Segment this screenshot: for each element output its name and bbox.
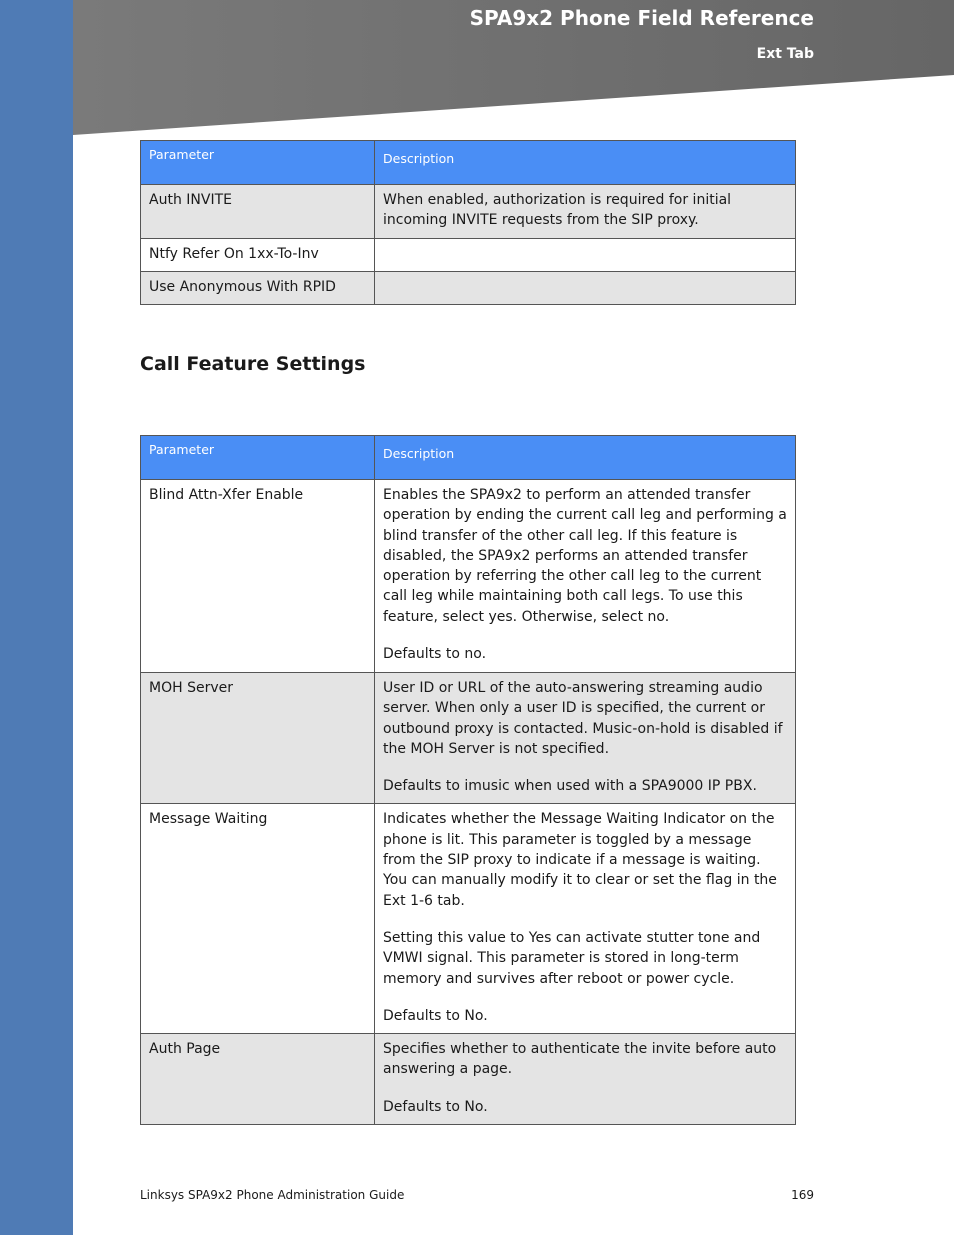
header-parameter: Parameter [141, 436, 375, 480]
page-number: 169 [791, 1188, 814, 1202]
desc-paragraph: When enabled, authorization is required for initial incoming INVITE requests from the SIP proxy. [383, 192, 732, 229]
param-cell: Auth INVITE [141, 185, 375, 239]
desc-paragraph: Setting this value to Yes can activate stutter tone and VMWI signal. This parameter is stored in long-term memory and survives after reboot or power cycle. [383, 929, 761, 987]
table-row [141, 238, 796, 271]
desc-cell [375, 480, 796, 673]
table-header-row [141, 141, 796, 185]
table-row [141, 185, 796, 239]
desc-paragraph: Enables the SPA9x2 to perform an attended transfer operation by ending the current call leg and performing a blind transfer of the other call leg. If this feature is disabled, the SPA9x2 performs an attended transfer operation by referring the other call leg to the current call leg while maintaining both call legs. To use this feature, select yes. Otherwise, select no. [383, 487, 787, 625]
sidebar-band [0, 0, 73, 1235]
param-cell: MOH Server [141, 673, 375, 804]
desc-default: Defaults to no. [383, 646, 487, 663]
desc-default: Defaults to No. [383, 1007, 488, 1024]
desc-default: Defaults to No. [383, 1098, 488, 1115]
page-header-subtitle: Ext Tab [756, 46, 814, 62]
header-description: Description [375, 436, 796, 480]
page-header-title: SPA9x2 Phone Field Reference [469, 6, 814, 30]
table-row [141, 480, 796, 673]
desc-default: Defaults to imusic when used with a SPA9000 IP PBX. [383, 778, 757, 795]
header-description: Description [375, 141, 796, 185]
desc-cell [375, 185, 796, 239]
desc-paragraph: Specifies whether to authenticate the invite before auto answering a page. [383, 1041, 777, 1078]
table-header-row [141, 436, 796, 480]
desc-cell [375, 238, 796, 271]
header-band [73, 0, 954, 140]
desc-cell [375, 804, 796, 1034]
parameter-table-2 [140, 435, 796, 1125]
table-row [141, 1034, 796, 1125]
desc-cell [375, 1034, 796, 1125]
parameter-table-1 [140, 140, 796, 305]
desc-cell [375, 673, 796, 804]
param-cell: Use Anonymous With RPID [141, 271, 375, 304]
desc-cell [375, 271, 796, 304]
header-parameter: Parameter [141, 141, 375, 185]
param-cell: Message Waiting [141, 804, 375, 1034]
table-row [141, 804, 796, 1034]
footer-guide-title: Linksys SPA9x2 Phone Administration Guide [140, 1188, 405, 1202]
section-heading: Call Feature Settings [140, 353, 366, 375]
desc-paragraph: Indicates whether the Message Waiting Indicator on the phone is lit. This parameter is toggled by a message from the SIP proxy to indicate if a message is waiting. You can manually modify it to clear or set the flag in the Ext 1-6 tab. [383, 811, 777, 909]
desc-paragraph: User ID or URL of the auto-answering streaming audio server. When only a user ID is specified, the current or outbound proxy is contacted. Music-on-hold is disabled if the MOH Server is not specified. [383, 680, 783, 757]
param-cell: Auth Page [141, 1034, 375, 1125]
table-row [141, 673, 796, 804]
param-cell: Ntfy Refer On 1xx-To-Inv [141, 238, 375, 271]
table-row [141, 271, 796, 304]
param-cell: Blind Attn-Xfer Enable [141, 480, 375, 673]
